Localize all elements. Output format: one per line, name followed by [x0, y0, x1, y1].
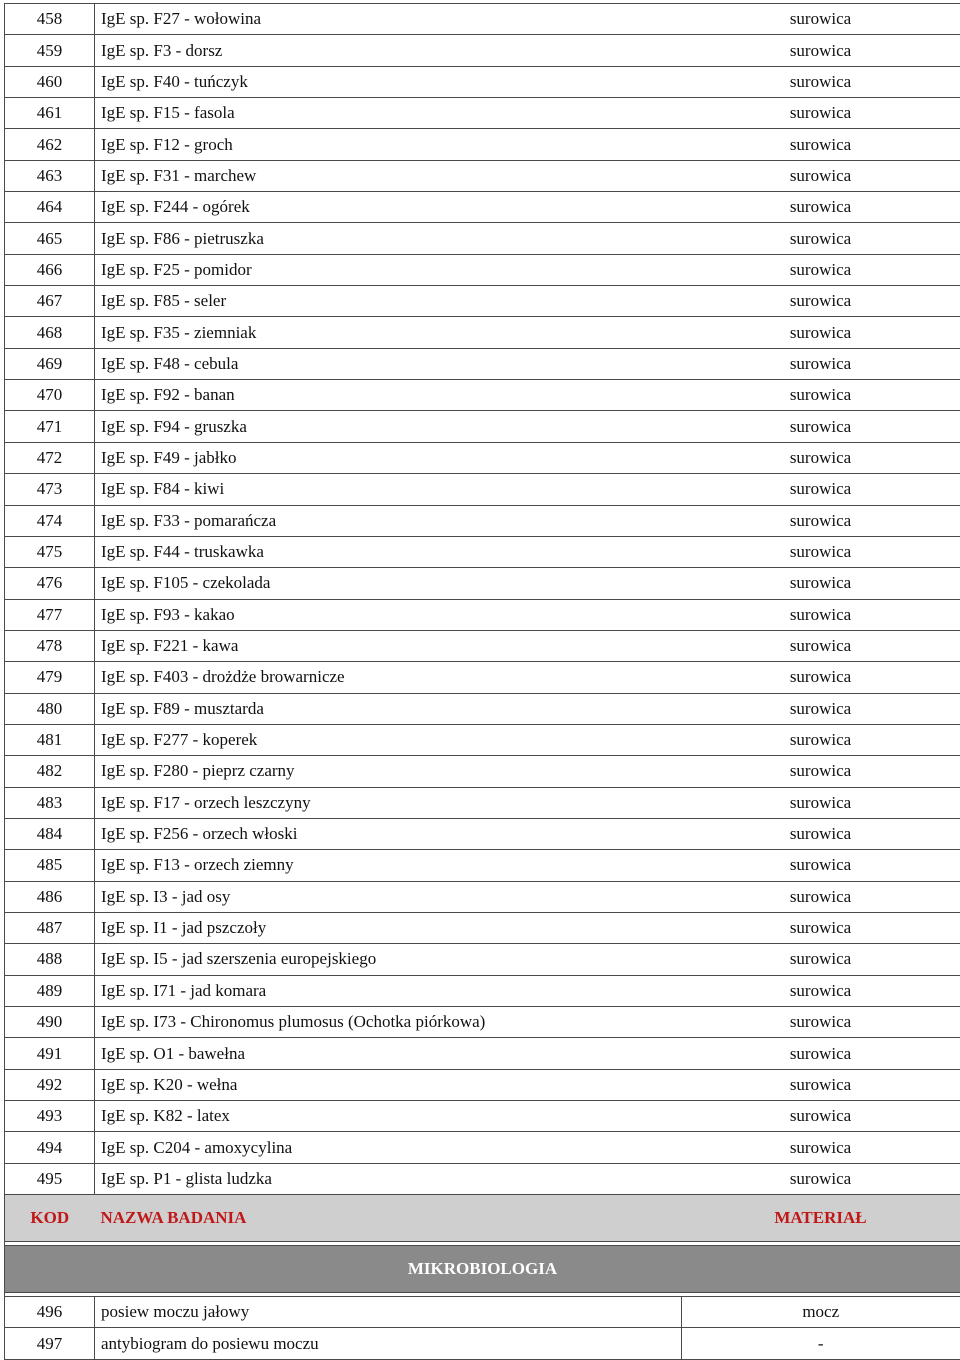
table-row [5, 1132, 960, 1163]
cell-code: 492 [5, 1069, 95, 1100]
cell-material: surowica [681, 912, 960, 943]
cell-name: IgE sp. F17 - orzech leszczyny [95, 787, 682, 818]
cell-name: posiew moczu jałowy [95, 1297, 682, 1328]
section-title: MIKROBIOLOGIA [5, 1246, 960, 1293]
cell-material: - [681, 1328, 960, 1359]
cell-material: surowica [681, 1069, 960, 1100]
cell-name: IgE sp. K82 - latex [95, 1101, 682, 1132]
cell-material: surowica [681, 4, 960, 35]
table-row [5, 881, 960, 912]
cell-material: surowica [681, 66, 960, 97]
cell-material: surowica [681, 1007, 960, 1038]
cell-name: IgE sp. F40 - tuńczyk [95, 66, 682, 97]
cell-name: IgE sp. K20 - wełna [95, 1069, 682, 1100]
cell-name: IgE sp. F92 - banan [95, 380, 682, 411]
cell-material: surowica [681, 599, 960, 630]
cell-code: 473 [5, 474, 95, 505]
cell-material: surowica [681, 818, 960, 849]
cell-code: 463 [5, 160, 95, 191]
cell-name: IgE sp. F25 - pomidor [95, 254, 682, 285]
cell-material: surowica [681, 975, 960, 1006]
test-table [4, 3, 960, 1360]
table-row [5, 1007, 960, 1038]
cell-code: 484 [5, 818, 95, 849]
cell-material: surowica [681, 1101, 960, 1132]
table-row [5, 787, 960, 818]
cell-code: 476 [5, 568, 95, 599]
cell-material: surowica [681, 317, 960, 348]
table-row [5, 1297, 960, 1328]
table-row [5, 474, 960, 505]
cell-name: IgE sp. F33 - pomarańcza [95, 505, 682, 536]
cell-material: surowica [681, 1163, 960, 1194]
cell-name: IgE sp. F280 - pieprz czarny [95, 756, 682, 787]
table-row [5, 1163, 960, 1194]
cell-code: 493 [5, 1101, 95, 1132]
cell-material: surowica [681, 662, 960, 693]
cell-name: IgE sp. F31 - marchew [95, 160, 682, 191]
table-row [5, 192, 960, 223]
cell-name: IgE sp. F13 - orzech ziemny [95, 850, 682, 881]
cell-code: 486 [5, 881, 95, 912]
cell-name: IgE sp. F84 - kiwi [95, 474, 682, 505]
cell-name: IgE sp. F86 - pietruszka [95, 223, 682, 254]
cell-code: 468 [5, 317, 95, 348]
cell-code: 462 [5, 129, 95, 160]
table-row [5, 129, 960, 160]
table-row [5, 160, 960, 191]
cell-name: IgE sp. F105 - czekolada [95, 568, 682, 599]
cell-name: IgE sp. F244 - ogórek [95, 192, 682, 223]
section-header-row [5, 1246, 960, 1293]
cell-code: 460 [5, 66, 95, 97]
table-row [5, 98, 960, 129]
cell-material: surowica [681, 568, 960, 599]
table-row [5, 568, 960, 599]
cell-material: surowica [681, 1038, 960, 1069]
cell-name: IgE sp. F93 - kakao [95, 599, 682, 630]
cell-name: IgE sp. I1 - jad pszczoły [95, 912, 682, 943]
table-row [5, 411, 960, 442]
cell-code: 469 [5, 348, 95, 379]
cell-code: 485 [5, 850, 95, 881]
cell-code: 479 [5, 662, 95, 693]
cell-name: IgE sp. F94 - gruszka [95, 411, 682, 442]
table-row [5, 1101, 960, 1132]
cell-material: surowica [681, 380, 960, 411]
table-row [5, 975, 960, 1006]
cell-name: IgE sp. P1 - glista ludzka [95, 1163, 682, 1194]
cell-name: IgE sp. I3 - jad osy [95, 881, 682, 912]
cell-material: surowica [681, 129, 960, 160]
cell-material: surowica [681, 630, 960, 661]
table-row [5, 662, 960, 693]
cell-material: surowica [681, 160, 960, 191]
cell-material: surowica [681, 944, 960, 975]
table-row [5, 35, 960, 66]
table-row [5, 912, 960, 943]
cell-code: 496 [5, 1297, 95, 1328]
cell-name: IgE sp. F27 - wołowina [95, 4, 682, 35]
cell-material: surowica [681, 411, 960, 442]
cell-code: 495 [5, 1163, 95, 1194]
cell-code: 461 [5, 98, 95, 129]
table-row [5, 599, 960, 630]
cell-name: IgE sp. I71 - jad komara [95, 975, 682, 1006]
cell-material: surowica [681, 442, 960, 473]
table-row [5, 818, 960, 849]
cell-material: mocz [681, 1297, 960, 1328]
cell-name: IgE sp. F44 - truskawka [95, 536, 682, 567]
cell-code: 490 [5, 1007, 95, 1038]
cell-code: 480 [5, 693, 95, 724]
cell-code: 466 [5, 254, 95, 285]
cell-code: 459 [5, 35, 95, 66]
cell-name: IgE sp. F35 - ziemniak [95, 317, 682, 348]
cell-name: IgE sp. I73 - Chironomus plumosus (Ochotka piórkowa) [95, 1007, 682, 1038]
cell-name: IgE sp. F12 - groch [95, 129, 682, 160]
document-page [4, 3, 958, 1360]
table-row [5, 348, 960, 379]
cell-material: surowica [681, 192, 960, 223]
cell-material: surowica [681, 724, 960, 755]
cell-name: IgE sp. F49 - jabłko [95, 442, 682, 473]
cell-material: surowica [681, 693, 960, 724]
table-row [5, 505, 960, 536]
cell-material: surowica [681, 1132, 960, 1163]
cell-material: surowica [681, 348, 960, 379]
column-header-row [5, 1195, 960, 1242]
cell-code: 478 [5, 630, 95, 661]
cell-material: surowica [681, 35, 960, 66]
table-row [5, 724, 960, 755]
table-row [5, 944, 960, 975]
table-row [5, 1069, 960, 1100]
table-row [5, 286, 960, 317]
table-row [5, 536, 960, 567]
cell-code: 491 [5, 1038, 95, 1069]
cell-code: 471 [5, 411, 95, 442]
cell-code: 472 [5, 442, 95, 473]
cell-material: surowica [681, 223, 960, 254]
cell-name: IgE sp. C204 - amoxycylina [95, 1132, 682, 1163]
cell-name: IgE sp. F3 - dorsz [95, 35, 682, 66]
cell-code: 467 [5, 286, 95, 317]
table-row [5, 693, 960, 724]
table-row [5, 630, 960, 661]
table-row [5, 4, 960, 35]
cell-name: IgE sp. I5 - jad szerszenia europejskiego [95, 944, 682, 975]
table-row [5, 380, 960, 411]
table-row [5, 1328, 960, 1359]
cell-code: 494 [5, 1132, 95, 1163]
cell-code: 481 [5, 724, 95, 755]
cell-code: 474 [5, 505, 95, 536]
cell-code: 487 [5, 912, 95, 943]
cell-material: surowica [681, 850, 960, 881]
cell-name: IgE sp. F48 - cebula [95, 348, 682, 379]
cell-code: 482 [5, 756, 95, 787]
header-material: MATERIAŁ [681, 1195, 960, 1242]
cell-material: surowica [681, 474, 960, 505]
cell-material: surowica [681, 98, 960, 129]
cell-name: IgE sp. F89 - musztarda [95, 693, 682, 724]
cell-name: IgE sp. F85 - seler [95, 286, 682, 317]
cell-material: surowica [681, 787, 960, 818]
cell-code: 483 [5, 787, 95, 818]
cell-name: antybiogram do posiewu moczu [95, 1328, 682, 1359]
cell-code: 497 [5, 1328, 95, 1359]
cell-code: 477 [5, 599, 95, 630]
cell-code: 465 [5, 223, 95, 254]
table-row [5, 442, 960, 473]
cell-code: 489 [5, 975, 95, 1006]
table-row [5, 223, 960, 254]
cell-code: 458 [5, 4, 95, 35]
header-code: KOD [5, 1195, 95, 1242]
cell-material: surowica [681, 756, 960, 787]
table-row [5, 850, 960, 881]
table-row [5, 66, 960, 97]
cell-material: surowica [681, 286, 960, 317]
cell-name: IgE sp. F256 - orzech włoski [95, 818, 682, 849]
cell-material: surowica [681, 505, 960, 536]
cell-name: IgE sp. F15 - fasola [95, 98, 682, 129]
cell-code: 488 [5, 944, 95, 975]
cell-name: IgE sp. O1 - bawełna [95, 1038, 682, 1069]
header-name: NAZWA BADANIA [95, 1195, 682, 1242]
cell-name: IgE sp. F221 - kawa [95, 630, 682, 661]
table-row [5, 1038, 960, 1069]
cell-material: surowica [681, 536, 960, 567]
cell-name: IgE sp. F403 - drożdże browarnicze [95, 662, 682, 693]
table-row [5, 254, 960, 285]
table-row [5, 317, 960, 348]
cell-code: 475 [5, 536, 95, 567]
table-row [5, 756, 960, 787]
cell-material: surowica [681, 881, 960, 912]
cell-code: 470 [5, 380, 95, 411]
cell-material: surowica [681, 254, 960, 285]
cell-code: 464 [5, 192, 95, 223]
cell-name: IgE sp. F277 - koperek [95, 724, 682, 755]
